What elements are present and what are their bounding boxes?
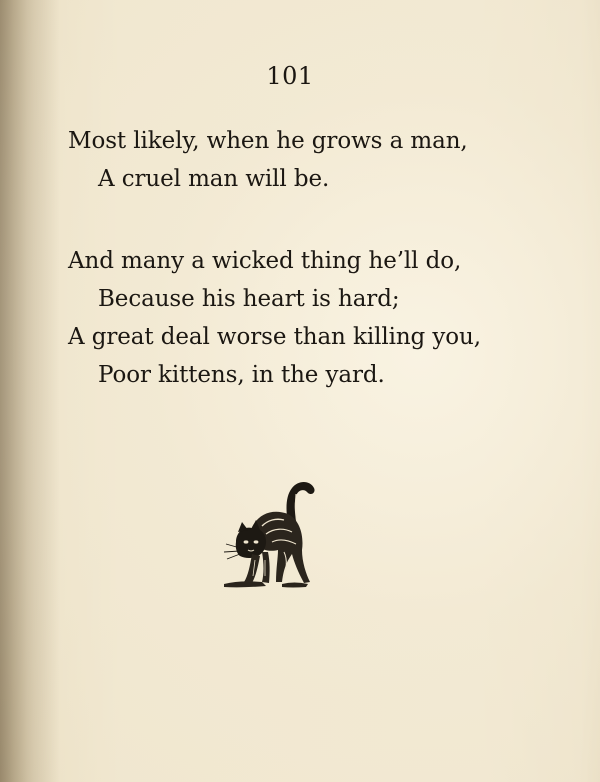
verse-line-6: Poor kittens, in the yard. bbox=[98, 362, 385, 388]
page-number: 101 bbox=[266, 62, 314, 90]
verse-line-3: And many a wicked thing he’ll do, bbox=[68, 248, 462, 274]
poem-verse bbox=[68, 124, 538, 396]
stanza-2 bbox=[68, 244, 538, 396]
verse-line-5: A great deal worse than killing you, bbox=[68, 324, 481, 350]
verse-line-2: A cruel man will be. bbox=[98, 166, 330, 192]
verse-line-4: Because his heart is hard; bbox=[98, 286, 400, 312]
verse-line-1: Most likely, when he grows a man, bbox=[68, 128, 468, 154]
cat-illustration-icon bbox=[222, 476, 322, 596]
stanza-1 bbox=[68, 124, 538, 200]
gutter-shadow bbox=[0, 0, 60, 782]
stanza-break bbox=[68, 200, 538, 244]
